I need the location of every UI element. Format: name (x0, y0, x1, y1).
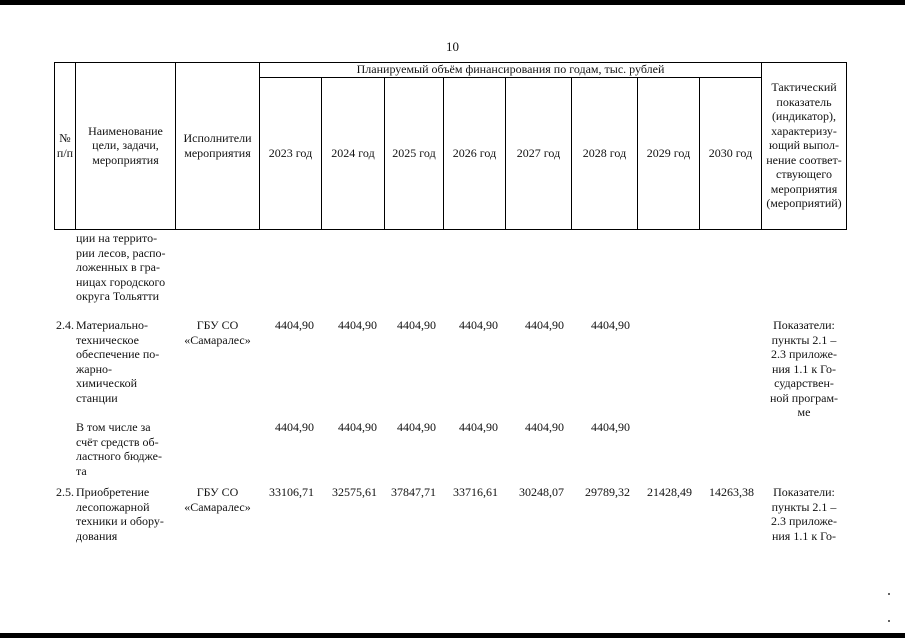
row-value-2029: 21428,49 (647, 485, 692, 499)
row-name: ции на террито- рии лесов, распо- ложенных в гра- ницах городского округа Тольятти (76, 231, 166, 303)
header-year-2024: 2024 год (331, 145, 375, 160)
row-value-2024: 4404,90 (338, 318, 377, 332)
top-border-bar (0, 0, 905, 5)
row-value-2025: 37847,71 (391, 485, 436, 499)
scan-speck (888, 593, 890, 595)
row-indicator: Показатели: пункты 2.1 – 2.3 приложе- ния 1.1 к Го- (771, 485, 837, 543)
row-value-2026: 33716,61 (453, 485, 498, 499)
row-name: Материально- техническое обеспечение по- жарно- химической станции (76, 318, 160, 405)
header-year-2027: 2027 год (516, 145, 561, 160)
header-col-name: Наименование цели, задачи, мероприятия (88, 123, 163, 167)
header-bottom-rule (54, 229, 847, 230)
scan-speck (888, 620, 890, 622)
header-year-2029: 2029 год (646, 145, 691, 160)
row-executors: ГБУ СО «Самаралес» (184, 318, 251, 347)
row-value-2028: 4404,90 (591, 420, 630, 434)
row-value-2023: 4404,90 (275, 420, 314, 434)
header-col-no: № п/п (56, 131, 74, 160)
row-value-2026: 4404,90 (459, 318, 498, 332)
row-executors: ГБУ СО «Самаралес» (184, 485, 251, 514)
header-year-2025: 2025 год (392, 145, 436, 160)
row-value-2023: 33106,71 (269, 485, 314, 499)
bottom-border-bar (0, 633, 905, 638)
header-year-2028: 2028 год (582, 145, 627, 160)
row-value-2024: 4404,90 (338, 420, 377, 434)
row-value-2026: 4404,90 (459, 420, 498, 434)
page-number: 10 (446, 39, 459, 54)
row-value-2025: 4404,90 (397, 420, 436, 434)
row-name: В том числе за счёт средств об- ластного бюдже- та (76, 420, 162, 478)
row-value-2028: 4404,90 (591, 318, 630, 332)
row-number: 2.4. (56, 318, 74, 332)
row-value-2030: 14263,38 (709, 485, 754, 499)
row-value-2025: 4404,90 (397, 318, 436, 332)
row-indicator: Показатели: пункты 2.1 – 2.3 приложе- ния 1.1 к Го- сударствен- ной програм- ме (769, 318, 839, 419)
header-column-rule (846, 62, 847, 229)
header-col-executors: Исполнители мероприятия (183, 131, 252, 160)
header-funding-group: Планируемый объём финансирования по годам, тыс. рублей (356, 62, 665, 77)
row-value-2028: 29789,32 (585, 485, 630, 499)
row-value-2027: 4404,90 (525, 420, 564, 434)
row-name: Приобретение лесопожарной техники и обору- дования (76, 485, 164, 543)
row-value-2023: 4404,90 (275, 318, 314, 332)
header-col-indicator: Тактический показатель (индикатор), характеризу- ющий выпол- нение соответ- ствующего мероприятия (мероприятий) (766, 80, 842, 211)
row-number: 2.5. (56, 485, 74, 499)
header-year-2023: 2023 год (268, 145, 313, 160)
header-year-2030: 2030 год (708, 145, 753, 160)
row-value-2027: 4404,90 (525, 318, 564, 332)
row-value-2027: 30248,07 (519, 485, 564, 499)
header-year-2026: 2026 год (452, 145, 497, 160)
row-value-2024: 32575,61 (332, 485, 377, 499)
